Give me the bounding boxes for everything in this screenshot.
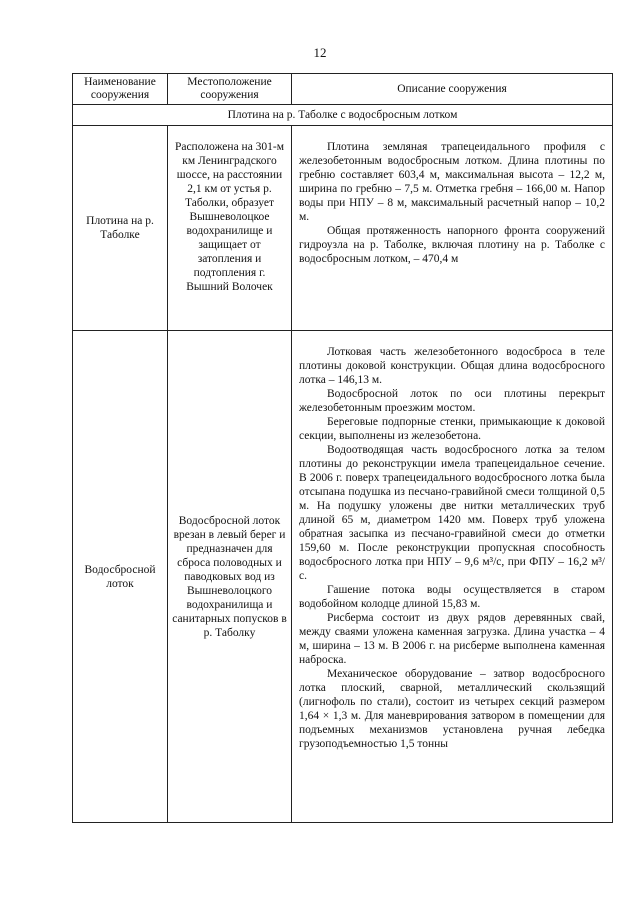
description-paragraph: Гашение потока воды осуществляется в старом водобойном колодце длиной 15,83 м. [299,584,605,610]
description-paragraph: Водосбросной лоток по оси плотины перекрыт железобетонным проезжим мостом. [299,388,605,414]
location-text: Расположена на 301-м км Ленинградского шоссе, на расстоянии 2,1 км от устья р. Таболки, образует Вышневолоцкое водохранилище и защищает от затопления и подтопления г. Вышний Волочек [174,141,285,293]
section-title: Плотина на р. Таболке с водосбросным лотком [73,105,613,126]
structure-name: Плотина на р. Таболке [73,126,168,331]
structure-name: Водосбросной лоток [73,331,168,823]
structure-description [292,126,613,331]
header-description: Описание сооружения [292,74,613,105]
description-paragraph: Плотина земляная трапецеидального профиля с железобетонным водосбросным лотком. Длина плотины по гребню составляет 603,4 м, максимальная высота – 12,2 м, ширина по гребню – 7,5 м. Отметка гребня – 166,00 м. Напор воды при НПУ – 8 м, максимальный расчетный напор – 10,2 м. [299,141,605,223]
structure-location [168,126,292,331]
description-paragraph: Береговые подпорные стенки, примыкающие к доковой секции, выполнены из железобетона. [299,416,605,442]
section-row [73,105,613,126]
description-paragraph: Водоотводящая часть водосбросного лотка за телом плотины до реконструкции имела трапецеидальное сечение. В 2006 г. поверх трапецеидального водосбросного лотка была отсыпана подушка из песчано-гравийной смеси толщиной 0,5 м. На подушку уложены две нитки металлических труб длиной 65 м, диаметром 1420 мм. Поверх труб уложена обратная засыпка из песчано-гравийной смеси до отметки 159,60 м. После реконструкции пропускная способность водосбросного лотка при НПУ – 9,6 м³/с, при ФПУ – 16,2 м³/с. [299,444,605,582]
table-row [73,126,613,331]
description-paragraph: Механическое оборудование – затвор водосбросного лотка плоский, сварной, металлический скользящий (лигнофоль по стали), состоит из четырех секций размером 1,64 × 1,3 м. Для маневрирования затвором в помещении для подъемных механизмов установлена ручная лебедка грузоподъемностью 1,5 тонны [299,668,605,750]
description-paragraph: Лотковая часть железобетонного водосброса в теле плотины доковой конструкции. Общая длина водосбросного лотка – 146,13 м. [299,346,605,386]
header-name: Наименование сооружения [73,74,168,105]
description-paragraph: Общая протяженность напорного фронта сооружений гидроузла на р. Таболке, включая плотину на р. Таболке с водосбросным лотком, – 470,4 м [299,225,605,265]
structure-location [168,331,292,823]
header-location: Местоположение сооружения [168,74,292,105]
table-row [73,331,613,823]
structures-table [72,73,613,823]
table-header-row [73,74,613,105]
description-paragraph: Рисберма состоит из двух рядов деревянных свай, между сваями уложена каменная загрузка. Длина участка – 4 м, ширина – 13 м. В 2006 г. на рисберме выполнена каменная наброска. [299,612,605,666]
page-number: 12 [313,45,327,60]
location-text: Водосбросной лоток врезан в левый берег и предназначен для сброса половодных и паводковых вод из Вышневолоцкого водохранилища и санитарных попусков в р. Таболку [172,514,287,639]
structure-description [292,331,613,823]
